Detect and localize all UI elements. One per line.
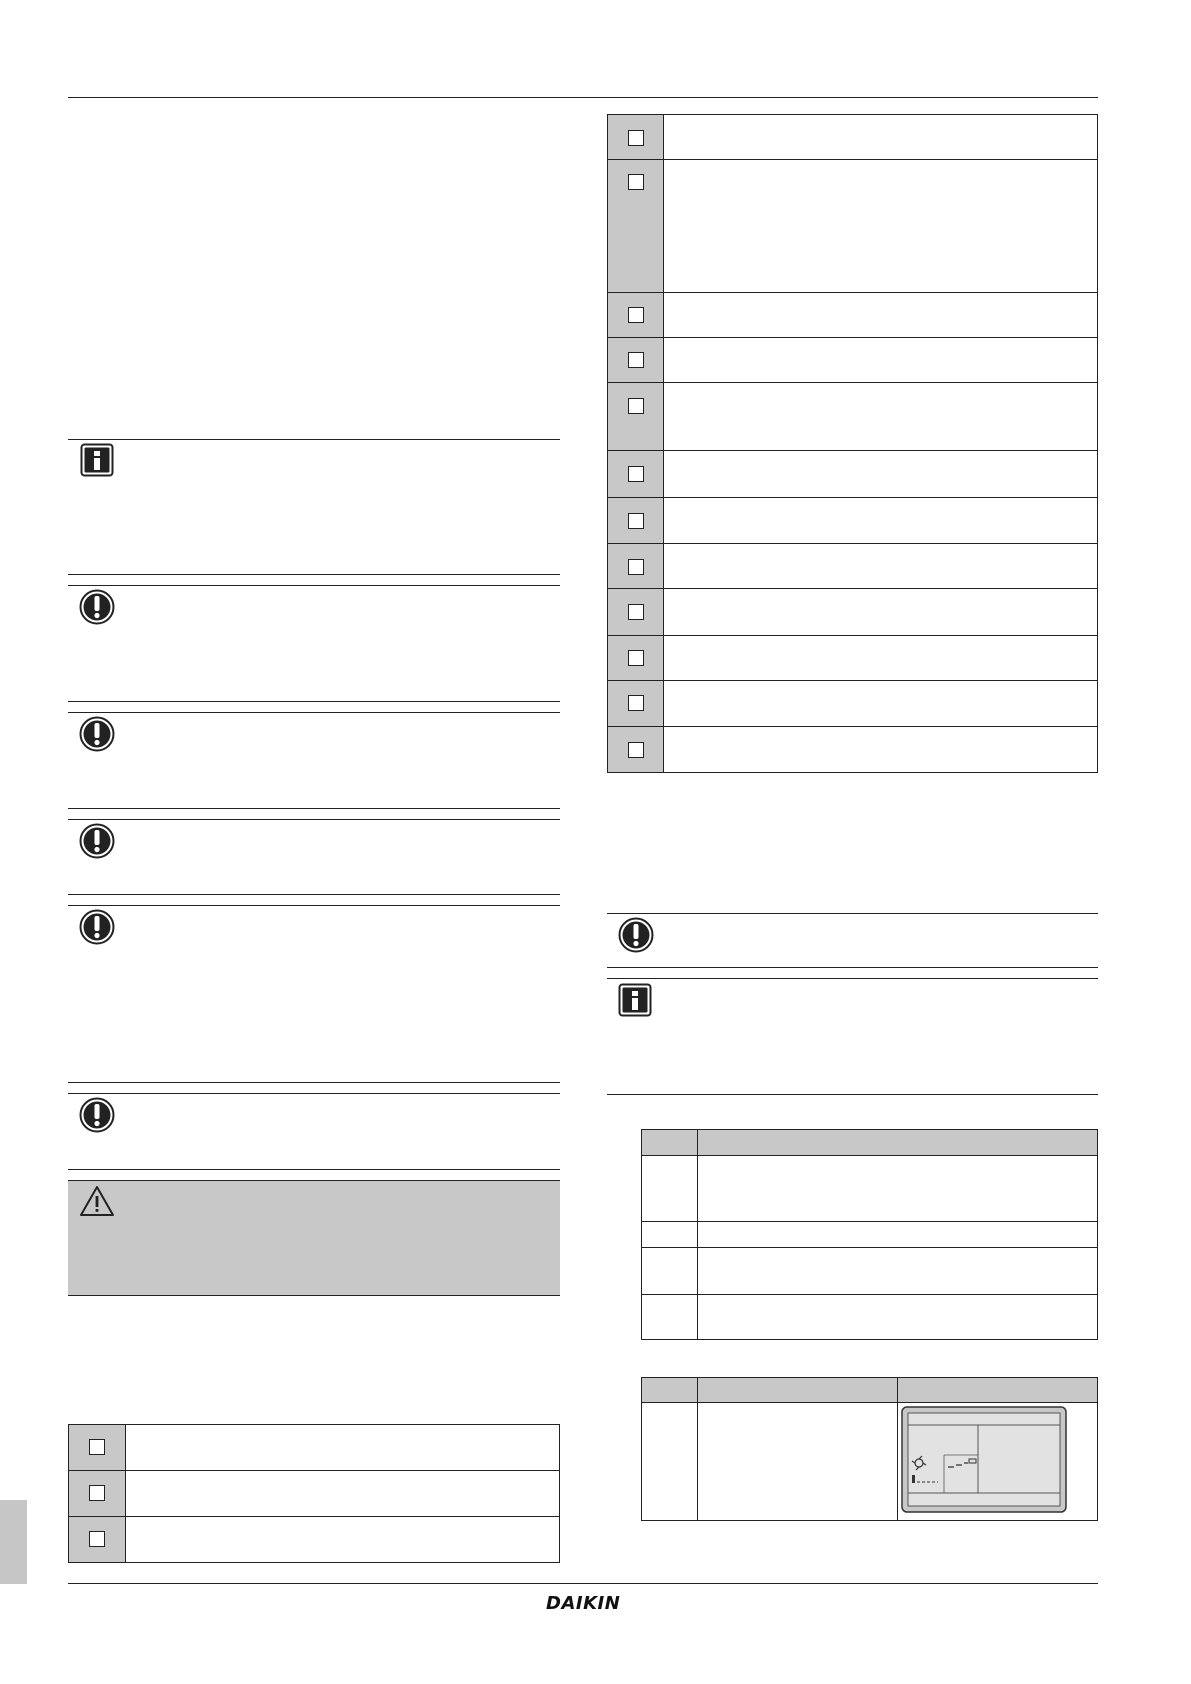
exclamation-icon (79, 716, 115, 752)
exclamation-icon (79, 909, 115, 945)
row-divider (607, 450, 1098, 451)
table-column-divider (897, 1377, 898, 1521)
checkbox[interactable] (89, 1485, 105, 1501)
footer-rule (68, 1583, 1098, 1584)
row-divider (607, 382, 1098, 383)
controller-display-illustration (900, 1405, 1068, 1515)
note-separator (68, 439, 560, 440)
table-column-divider (697, 1377, 698, 1521)
checkbox[interactable] (628, 130, 644, 146)
row-divider (68, 1470, 126, 1471)
note-separator (68, 701, 560, 702)
checklist-row (125, 1516, 560, 1563)
row-divider (68, 1516, 126, 1517)
checkbox[interactable] (628, 174, 644, 190)
info-icon (80, 443, 114, 477)
checkbox[interactable] (628, 604, 644, 620)
row-divider (607, 680, 1098, 681)
note-separator (68, 819, 560, 820)
note-separator (607, 913, 1098, 914)
note-separator (68, 905, 560, 906)
checkbox[interactable] (628, 695, 644, 711)
checklist-checkbox-column (607, 114, 664, 773)
header-rule (68, 97, 1098, 98)
checkbox[interactable] (89, 1439, 105, 1455)
note-separator (68, 585, 560, 586)
checkbox[interactable] (628, 742, 644, 758)
row-divider (607, 497, 1098, 498)
checkbox[interactable] (628, 398, 644, 414)
checkbox[interactable] (628, 650, 644, 666)
note-separator (68, 1082, 560, 1083)
note-separator (607, 1094, 1098, 1095)
note-separator (68, 894, 560, 895)
daikin-logo: DAIKIN (546, 1593, 621, 1614)
checkbox[interactable] (628, 466, 644, 482)
note-separator (607, 978, 1098, 979)
row-divider (607, 292, 1098, 293)
note-separator (68, 712, 560, 713)
chapter-side-tab (0, 1500, 27, 1584)
checkbox[interactable] (89, 1531, 105, 1547)
row-divider (607, 635, 1098, 636)
checkbox[interactable] (628, 307, 644, 323)
row-divider (607, 337, 1098, 338)
table-row-divider (641, 1247, 1098, 1248)
warning-triangle-icon (79, 1185, 115, 1217)
info-icon (618, 983, 652, 1017)
note-separator (607, 967, 1098, 968)
checkbox[interactable] (628, 352, 644, 368)
note-separator (68, 808, 560, 809)
row-divider (607, 543, 1098, 544)
row-divider (607, 726, 1098, 727)
caution-box (68, 1180, 560, 1296)
checkbox[interactable] (628, 559, 644, 575)
exclamation-icon (79, 1097, 115, 1133)
checklist-table (663, 114, 1098, 773)
checklist-row (125, 1424, 560, 1471)
table-row-divider (641, 1294, 1098, 1295)
checkbox[interactable] (628, 513, 644, 529)
row-divider (607, 588, 1098, 589)
table-column-divider (697, 1129, 698, 1340)
note-separator (68, 574, 560, 575)
exclamation-icon (79, 589, 115, 625)
note-separator (68, 1093, 560, 1094)
exclamation-icon (618, 917, 654, 953)
table-header (641, 1377, 1098, 1403)
exclamation-icon (79, 823, 115, 859)
row-divider (607, 159, 1098, 160)
checklist-row (125, 1470, 560, 1517)
table-row-divider (641, 1221, 1098, 1222)
table-header (641, 1129, 1098, 1156)
note-separator (68, 1169, 560, 1170)
